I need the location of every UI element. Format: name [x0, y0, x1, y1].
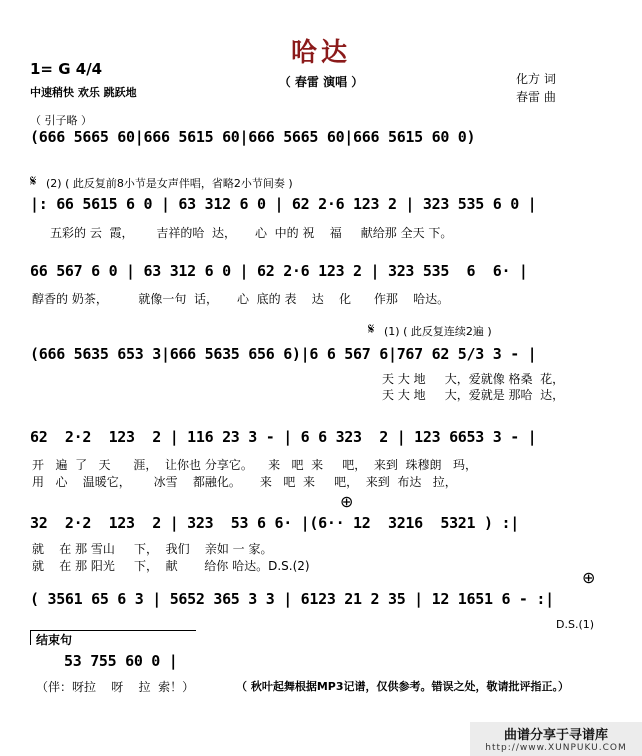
credits	[516, 70, 556, 106]
coda-icon: ⊕	[582, 568, 596, 587]
segno-icon: 𝄋	[30, 172, 37, 190]
watermark	[470, 722, 642, 756]
score-line-7: ( 3561 65 6 3 | 5652 365 3 3 | 6123 21 2 35 | 12 1651 6 - :|	[30, 590, 554, 608]
ending-label: 结束句	[36, 633, 73, 647]
lyricist: 化方 词	[516, 72, 556, 86]
lyrics-line-4b: 天 大 地 大，爱就是 那哈 达，	[382, 388, 565, 402]
intro-label: （ 引子略 ）	[30, 114, 92, 127]
watermark-url: http://www.XUNPUKU.COM	[485, 743, 627, 753]
lyrics-line-6b: 就 在 那 阳光 下， 献 给你 哈达。D.S.(2)	[32, 559, 310, 573]
score-line-1: (666 5665 60|666 5615 60|666 5665 60|666 5615 60 0)	[30, 128, 476, 146]
singer: （ 春雷 演唱 ）	[278, 75, 364, 89]
score-line-3: 66 567 6 0 | 63 312 6 0 | 62 2·6 123 2 | 323 535 6 6· |	[30, 262, 528, 280]
score-line-4: (666 5635 653 3|666 5635 656 6)|6 6 567 6|767 62 5/3 3 - |	[30, 345, 537, 363]
score-line-2: |: 66 5615 6 0 | 63 312 6 0 | 62 2·6 123 2 | 323 535 6 0 |	[30, 195, 537, 213]
repeat-note-2: (1) ( 此反复连续2遍 )	[384, 325, 492, 338]
lyrics-line-5b: 用 心 温暖它， 冰雪 都融化。 来 吧 来 吧， 来到 布达 拉，	[32, 475, 457, 489]
key-signature: 1= G 4/4	[30, 60, 103, 78]
score-line-6: 32 2·2 123 2 | 323 53 6 6· |(6·· 12 3216 5321 ) :|	[30, 514, 519, 532]
lyrics-ending: （伴：呀拉 呀 拉 索！）	[36, 680, 195, 694]
song-title: 哈达	[290, 38, 351, 68]
lyrics-line-4a: 天 大 地 大，爱就像 格桑 花，	[382, 372, 565, 386]
lyrics-line-3: 醇香的 奶茶， 就像一句 话， 心 底的 表 达 化 作那 哈达。	[32, 292, 450, 306]
score-line-ending: 53 755 60 0 |	[64, 652, 178, 670]
lyrics-line-2: 五彩的 云 霞， 吉祥的哈 达， 心 中的 祝 福 献给那 全天 下。	[50, 226, 453, 240]
repeat-note: (2) ( 此反复前8小节是女声伴唱，省略2小节间奏 )	[46, 177, 293, 190]
segno-icon: 𝄋	[368, 320, 375, 338]
lyrics-line-6a: 就 在 那 雪山 下， 我们 亲如 一 家。	[32, 542, 273, 556]
composer: 春雷 曲	[516, 90, 556, 104]
coda-icon: ⊕	[340, 492, 354, 511]
ds-marking: D.S.(1)	[556, 618, 595, 631]
score-line-5: 62 2·2 123 2 | 116 23 3 - | 6 6 323 2 | 123 6653 3 - |	[30, 428, 537, 446]
tempo-marking: 中速稍快 欢乐 跳跃地	[30, 86, 137, 99]
lyrics-line-5a: 开 遍 了 天 涯， 让你也 分享它。 来 吧 来 吧， 来到 珠穆朗 玛，	[32, 458, 477, 472]
disclaimer: （ 秋叶起舞根据MP3记谱，仅供参考。错误之处，敬请批评指正。）	[236, 680, 569, 693]
watermark-title: 曲谱分享于寻谱库	[503, 728, 608, 743]
